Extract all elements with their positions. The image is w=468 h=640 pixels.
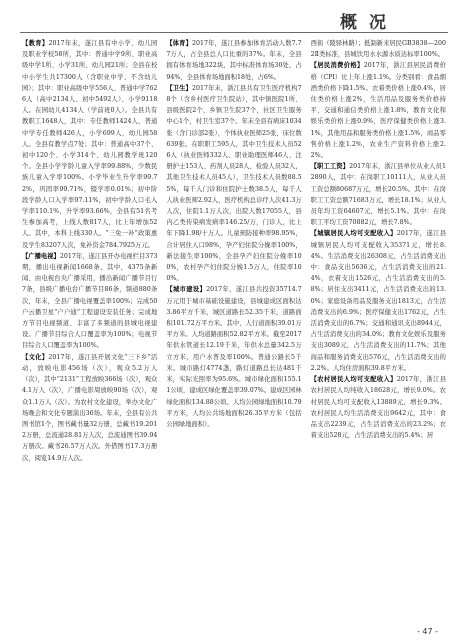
column-3 bbox=[311, 38, 446, 608]
heading-health: 【卫生】 bbox=[166, 84, 192, 92]
heading-culture: 【文化】 bbox=[22, 353, 49, 361]
section-title: 概况 bbox=[340, 13, 398, 33]
text-wages: 2017年末，浙江县单位从业人员12890人，其中：在岗职工10111人，从业人员工资总额80687万元，增长20.5%。其中：在岗职工工资总额71683万元，增长18.1%；从业人员年均工资64607元，增长5.1%。其中：在岗职工平均工资70882元，增长7.8%。 bbox=[310, 163, 446, 227]
paragraph-rural-income bbox=[311, 374, 446, 441]
text-urban-construction: 2017年，遂江县共投资35714.7万元用于城市基础设施建设，县城建成区面积达3.86平方千米，城区道路长52.35千米，道路面积101.72万平方米。其中，人行道面积39.01万平方米。人均道路面积52.82平方米。截至2017年供水管道长12.19千米，年供水总量342.5万立方米，用户水普及率100%。普通公路长5千米。城市路灯4774盏，路灯道路总长达481千米，实际光照率为95.6%。城市绿化面积155.11公顷，建成区绿化覆盖率39.07%。建成区园林绿化面积134.88公顷。人均公园绿地面积10.79平方米，人均公共场地面积26.35平方米（包括公园绿地面积）。 bbox=[166, 286, 302, 428]
paragraph-broadcasting bbox=[22, 251, 157, 352]
text-education: 2017年末，遂江县有中小学、幼儿园及职业学校58所，其中：普通中学9所、职业高级中学1所、小学31所、幼儿园21所；全县在校中小学生共17300人（含职业中学、不含幼儿园）；其中：职业高级中学556人、普通中学7626人（高中2134人、初中5492人）、小学9118人。在园幼儿4134人（学前班0人）。全县共有教职工1648人，其中：专任教师1424人，普通中学专任教师426人，小学699人，幼儿园58人。全县有教学点7处；其中：普通高中37个、初中120个、小学314个、幼儿园教学班120个。全县小学学龄儿童入学率99.88%，少数民族儿童入学率100%。小学毕业生升学率99.72%，巩固率99.71%，辍学率0.01%；初中阶段学龄人口入学率97.11%，初中学龄人口毛入学率110.1%，升学率93.66%，全县有51名考生参加高考，上线人数817人，比上年增加52人。其中，本科上线330人。“三免一补”政策惠及学生83207人次，免补资金784.7925万元。 bbox=[22, 40, 158, 249]
page-number: - 47 - bbox=[416, 627, 438, 636]
paragraph-continued bbox=[311, 38, 446, 60]
text-continued: 西街（陵驿林路）；抵制新来居民GB3838—2002Ⅱ类标准，县城饮用水水源水质达标率100%。 bbox=[310, 40, 446, 59]
paragraph-education bbox=[22, 38, 157, 251]
text-sports: 2017年，遂江县参加体育活动人数7.77万人，占全县总人口比重的37%。年末，全县拥有体育场地322块，其中标准体育场30处，占94%，全县体育场地面积18处，占6%。 bbox=[166, 40, 302, 81]
text-broadcasting: 2017年，遂江县开办电视栏目373期，播出电视新闻1668条，其中，4375条新闻、由电视台央广播采用，播出新闻广播节目行7条，县级广播电台广播节目86条，频道880条次，年末，全县广播电视覆盖率100%；完成50户云播卫星“户户通”工程建设安装任务；完成地方节目电视频道、丰富了多频道的县城电视建设。广播节目综合人口覆盖率为100%；电视节目综合人口覆盖率为100%。 bbox=[22, 252, 158, 350]
text-cpi: 2017年，浙江县居民消费价格（CPI）比上年上涨1.1%。分类别看：食品烟酒类价格下降1.5%。衣着类价格上涨0.4%，居住类价格上涨2%，生活用品及服务类价格持平，交通和通信类价格上涨1.8%，教育文化和娱乐类价格上涨0.9%，医疗保健类价格上涨3.1%，其他用品和服务类价格上涨1.5%，商品零售价格上涨1.2%，农业生产资料价格上涨2.2%。 bbox=[310, 62, 446, 160]
paragraph-health bbox=[166, 83, 301, 285]
article-body bbox=[22, 38, 446, 608]
column-2 bbox=[166, 38, 301, 608]
heading-education: 【教育】 bbox=[22, 40, 49, 47]
heading-rural-income: 【农村居民人均可支配收入】 bbox=[310, 376, 397, 384]
paragraph-wages bbox=[311, 161, 446, 228]
text-culture: 2017年，遂江县开展文化“三下乡”活动，放映电影456场（次），观众5.2万人（次），其中“2131”工程放映366场（次），观众4.1万人（次），广播电影周放映90场（次），观众1.1万人（次）。为农村文化建设，举办文化广场晚会和文化专题演出36场。年末，全县有公共图书馆1个，图书藏书量32万册，总藏书19.2012万册，总流通28.81万人次，总流通图书39.94万册次。藏书26.57万人次。外借图书17.3万册次，阅览14.9万人次。 bbox=[22, 353, 158, 462]
text-health: 2017年末，浙江县共有卫生医疗机构78个（含乡村医疗卫生院站），其中镇医院1所、县级医院2个、乡镇卫生院37个，社区卫生服务中心1个，村卫生室37个。年末全县有病床1034张（含门诊部2张），个体执业医师25张，床位数639张。在职职工595人，其中卫生技术人员526人（执业医师332人、职业助理医师46人、注册护士153人、药剂人员28人、检验人员32人，其他卫生技术人员45人），卫生技术人员数88.55%，每千人门诊和住院护士数38.5人，每千人人执业医师2.92人，医疗机构总诊疗人次41.3万人次，住院1.1万人次，出院人数17055人，县内乙类传染病发病率146.25/万，门诊人，比上年下降1.98/十万人。儿童预防接种率98.95%，合计居住人口98%，孕产妇住院分娩率100%，新法接生率100%，全县孕产妇住院分娩率100%，农村孕产妇住院分娩1.5万人，住院率100%。 bbox=[166, 84, 302, 283]
text-urban-income: 2017年，遂江县城镇居民人均可支配收入35371元，增长8.4%。生活消费支出26308元，占生活消费支出中：食品支出5636元，占生活消费支出的21.4%，衣着支出1526元，占生活消费支出的5.8%；居住支出3411元，占生活消费支出的13.0%；家庭设备用品及服务支出1813元，占生活消费支出的6.9%；医疗保健支出1762元，占生活消费支出的6.7%；交通和通讯支出8944元，占生活消费支出的34.0%；教育文化娱乐及服务支出3089元，占生活消费支出的11.7%；其他商品和服务消费支出576元，占生活消费支出的2.2%。人均住房面积39.8平方米。 bbox=[310, 230, 446, 372]
paragraph-cpi bbox=[311, 60, 446, 161]
paragraph-culture bbox=[22, 352, 157, 464]
paragraph-urban-income bbox=[311, 228, 446, 374]
heading-sports: 【体育】 bbox=[166, 40, 193, 47]
heading-urban-income: 【城镇居民人均可支配收入】 bbox=[310, 230, 397, 238]
heading-cpi: 【居民消费价格】 bbox=[310, 62, 364, 70]
column-1 bbox=[22, 38, 157, 608]
paragraph-sports bbox=[166, 38, 301, 83]
heading-broadcasting: 【广播电视】 bbox=[22, 252, 60, 260]
page-header bbox=[20, 6, 448, 33]
text-rural-income: 2017年，浙江县农村居民人均纯收入18628元，增长9.0%。农村居民人均可支配收入13889元，增长9.3%。农村居民人均生活消费支出9642元，其中：食品支出2239元，占生活消费支出的23.2%；衣着支出528元，占生活消费支出的5.4%；居 bbox=[310, 376, 446, 440]
paragraph-urban-construction bbox=[166, 284, 301, 430]
heading-urban-construction: 【城市建设】 bbox=[166, 286, 207, 294]
heading-wages: 【职工工资】 bbox=[310, 163, 350, 171]
